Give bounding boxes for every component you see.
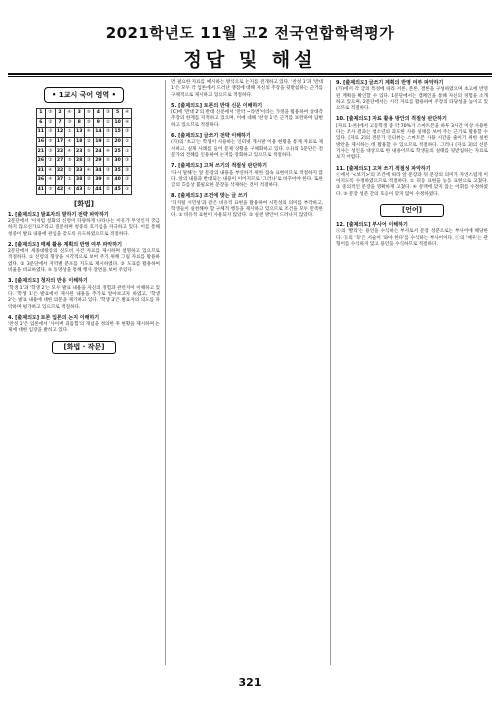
question-number: 1 (36, 109, 46, 119)
subject-heading-speech: [화법] (74, 200, 94, 209)
column-left (8, 80, 160, 359)
explanation-item (336, 116, 488, 161)
answer-row (36, 137, 132, 147)
item-body: '다시 말해'는 앞 문장의 내용을 부연하기 위한 접속 표현이므로 적절하지 않다. 앞의 내용과 반대되는 내용이 이어지므로 '그러나'로 바꾸어야 한다. 또한 글의 흐름상 불필요한 문장을 삭제하는 것이 적절하다. (171, 170, 323, 189)
item-body: '디지털 시민성'과 같은 비유적 표현을 활용하여 시민성의 의미를 부각하고, 학생들이 실천해야 할 구체적 행동을 제시하고 있으므로 조건을 모두 만족한다. ① 비유적 표현이 사용되지 않았다. ② 실천 방안이 드러나지 않았다. (171, 200, 323, 219)
question-number: 33 (74, 166, 84, 176)
answer-choice: ④ (84, 128, 94, 138)
answer-choice: ③ (122, 128, 132, 138)
question-number: 25 (113, 147, 123, 157)
question-number: 37 (55, 176, 65, 186)
item-title: 1. [출제의도] 발표자의 말하기 전략 파악하기 (8, 211, 109, 218)
question-number: 2 (55, 109, 65, 119)
item-list (336, 80, 488, 198)
answer-choice: ④ (103, 147, 113, 157)
answer-choice: ① (122, 185, 132, 195)
column-middle (171, 80, 323, 224)
answer-choice: ② (84, 176, 94, 186)
question-number: 35 (113, 166, 123, 176)
question-number: 16 (36, 137, 46, 147)
answer-choice: ② (46, 156, 56, 166)
subject-heading-speech-writing: [화법 · 작문] (52, 341, 116, 354)
answer-choice: ⑤ (84, 147, 94, 157)
question-number: 4 (94, 109, 104, 119)
answer-choice: ④ (122, 118, 132, 128)
item-body: (가)의 '초고'는 학생이 사용하는 인터넷 게시판 이용 현황을 통계 자료로 제시하고, 실제 사례를 들어 문제 상황을 구체화하고 있다. (나)의 1문단은 전문가의 견해를 인용하여 논지를 강화하고 있으므로 적절하다. (171, 140, 323, 158)
item-body: (가)에서 각 글의 특성에 따라 서론, 본론, 결론을 구성하였으며 초고에 반영된 계획을 확인할 수 있다. 1문단에서는 캠페인을 통해 자신의 경험을 소개하고 있으며, 2문단에서는 시각 자료를 활용하여 주장의 타당성을 높이고 있으므로 적절하다. (336, 87, 488, 112)
question-number: 39 (94, 176, 104, 186)
answer-choice: ② (84, 137, 94, 147)
item-body: '찬성 1'은 입론에서 '사이버 괴롭힘'의 개념을 정의한 후 현황을 제시하며 논제에 대한 입장을 밝히고 있다. (8, 322, 160, 334)
item-body: 2문단에서 세종대왕릉의 신도비 사진 자료를 제시하며 설명하고 있으므로 적절하다. ① 신령의 형상을 시각적으로 보여 주기 위해 그림 자료를 활용하였다. ② 3문단에서 지역별 분포를 지도로 제시하였다. ③ 도표를 활용하여 비율을 비교하였다. ⑤ 동영상을 통해 행사 장면을 보여 주었다. (8, 249, 160, 274)
answer-choice: ④ (122, 109, 132, 119)
answer-choice: ④ (46, 176, 56, 186)
answer-choice: ① (65, 128, 75, 138)
question-number: 21 (36, 147, 46, 157)
answer-choice: ④ (46, 166, 56, 176)
answer-choice: ④ (65, 137, 75, 147)
question-number: 8 (74, 118, 84, 128)
item-title: 6. [출제의도] 글쓰기 전략 이해하기 (171, 133, 251, 140)
question-number: 29 (94, 156, 104, 166)
question-number: 32 (55, 166, 65, 176)
question-number: 38 (74, 176, 84, 186)
explanation-item (336, 222, 488, 248)
item-title: 7. [출제의도] 고쳐 쓰기의 적절성 판단하기 (171, 163, 267, 170)
explanation-item (336, 166, 488, 198)
question-number: 10 (113, 118, 123, 128)
item-title: 12. [출제의도] 부사어 이해하기 (336, 222, 408, 229)
item-body: ⓐ의 '빨리'는 용언을 수식하는 부사로서 문장 성분으로는 부사어에 해당한다. ⓑ의 '꼭'은 서술어 '와야 한다'를 수식하는 부사어이다. ⓒ의 '매우'는 관형어를 수식하지 않고 용언을 수식하므로 적절하다. (336, 229, 488, 247)
item-title: 9. [출제의도] 글쓰기 계획의 반영 여부 파악하기 (336, 80, 444, 86)
explanation-item (8, 315, 160, 335)
answer-choice: ③ (46, 128, 56, 138)
item-title: 10. [출제의도] 자료 활용 방안의 적절성 판단하기 (336, 116, 447, 123)
answer-choice: ④ (65, 185, 75, 195)
answer-choice: ① (103, 137, 113, 147)
question-number: 30 (113, 156, 123, 166)
item-body: [C]에 '반대 2'의 반대 신문에서 '만약 ~라면'이라는 가정을 활용하여 상대측 주장의 한계를 지적하고 있으며, 이에 대해 '찬성 1'은 근거를 보완하여 답변하고 있으므로 적절하다. (171, 110, 323, 128)
answer-choice: ① (103, 118, 113, 128)
question-number: 6 (36, 118, 46, 128)
question-number: 18 (74, 137, 84, 147)
item-title: 11. [출제의도] 고쳐 쓰기 적절성 파악하기 (336, 165, 431, 172)
answer-choice: ② (103, 185, 113, 195)
answer-row (36, 176, 132, 186)
item-body: 면 필요한 자료를 예시하는 방식으로 논지를 전개하고 있다. '찬성 1'과 '반대 1'은 모두 각 입론에서 드러난 쟁점에 대해 자신의 주장을 뒷받침하는 근거를 구체적으로 제시하고 있으므로 적절하다. (171, 80, 323, 98)
question-number: 34 (94, 166, 104, 176)
page-main-title: 정답 및 해설 (183, 49, 317, 71)
question-number: 15 (113, 128, 123, 138)
answer-choice: ④ (65, 109, 75, 119)
question-number: 5 (113, 109, 123, 119)
page-number: 321 (238, 676, 262, 689)
answer-row (36, 118, 132, 128)
item-list (8, 212, 160, 335)
answer-choice: ③ (46, 147, 56, 157)
answer-choice: ② (122, 176, 132, 186)
subject-heading-language: [언어] (380, 204, 444, 217)
answer-choice: ④ (84, 166, 94, 176)
item-body: 2문단에서 '이처럼 설화의 신령이 다양하게 나타나는 이유가 무엇인지 궁금하지 않으신가요?'라고 질문하며 청중의 호기심을 자극하고 있다. 이를 통해 청중이 발표 내용에 관심을 갖도록 유도하였으므로 적절하다. (8, 218, 160, 237)
answer-choice: ① (122, 137, 132, 147)
answer-choice: ③ (103, 166, 113, 176)
answer-choice: ② (122, 166, 132, 176)
explanation-item (8, 242, 160, 274)
item-title: 5. [출제의도] 토론의 반대 신문 이해하기 (171, 102, 263, 109)
question-number: 9 (94, 118, 104, 128)
answer-choice: ③ (103, 109, 113, 119)
question-number: 45 (113, 185, 123, 195)
question-number: 31 (36, 166, 46, 176)
exam-year-title: 2021학년도 11월 고2 전국연합학력평가 (105, 24, 395, 42)
answer-row (36, 156, 132, 166)
question-number: 26 (36, 156, 46, 166)
question-number: 7 (55, 118, 65, 128)
column-divider (330, 80, 331, 665)
question-number: 42 (55, 185, 65, 195)
question-number: 23 (74, 147, 84, 157)
answer-choice: ⑤ (103, 156, 113, 166)
item-title: 2. [출제의도] 매체 활용 계획의 반영 여부 파악하기 (8, 241, 122, 248)
question-number: 12 (55, 128, 65, 138)
answer-grid (36, 108, 133, 195)
question-number: 13 (74, 128, 84, 138)
question-number: 43 (74, 185, 84, 195)
section-label: • 1교시 국어 영역 • (44, 87, 124, 103)
question-number: 40 (113, 176, 123, 186)
answer-row (36, 128, 132, 138)
explanation-item (8, 278, 160, 310)
question-number: 19 (94, 137, 104, 147)
explanation-item (171, 193, 323, 219)
answer-choice: ① (122, 147, 132, 157)
explanation-item (171, 163, 323, 189)
question-number: 44 (94, 185, 104, 195)
answer-choice: ③ (84, 156, 94, 166)
question-number: 36 (36, 176, 46, 186)
column-divider (165, 80, 166, 665)
item-title: 3. [출제의도] 청자의 반응 이해하기 (8, 278, 88, 285)
item-list (336, 222, 488, 248)
item-body: '학생 1'과 '학생 2'는 모두 발표 내용을 자신의 경험과 관련지어 이해하고 있다. '학생 1'은 발표에서 제시된 내용을 추가로 알아보고자 하였고, '학생 2'는 발표 내용에 대한 의문을 제기하고 있다. '학생 3'은 발표자의 의도를 파악하며 평가하고 있으므로 적절하다. (8, 285, 160, 310)
question-number: 11 (36, 128, 46, 138)
question-number: 27 (55, 156, 65, 166)
question-number: 41 (36, 185, 46, 195)
answer-choice: ② (46, 118, 56, 128)
answer-choice: ① (65, 176, 75, 186)
question-number: 14 (94, 128, 104, 138)
column-right (336, 80, 488, 252)
item-title: 8. [출제의도] 조건에 맞는 글 쓰기 (171, 193, 248, 200)
answer-choice: ④ (65, 147, 75, 157)
header-divider (8, 73, 492, 77)
answer-row (36, 166, 132, 176)
item-list (171, 80, 323, 220)
answer-choice: ③ (65, 118, 75, 128)
answer-choice: ① (84, 185, 94, 195)
explanation-item (8, 212, 160, 238)
question-number: 3 (74, 109, 84, 119)
answer-choice: ② (65, 166, 75, 176)
question-number: 17 (55, 137, 65, 147)
answer-choice: ⑤ (84, 118, 94, 128)
explanation-item (171, 103, 323, 129)
answer-choice: ⑤ (46, 137, 56, 147)
question-number: 24 (94, 147, 104, 157)
explanation-item (171, 133, 323, 159)
explanation-item (171, 80, 323, 99)
answer-choice: ⑤ (103, 176, 113, 186)
answer-choice: ⑤ (65, 156, 75, 166)
question-number: 20 (113, 137, 123, 147)
question-number: 22 (55, 147, 65, 157)
answer-choice: ⑤ (46, 109, 56, 119)
item-title: 4. [출제의도] 토론 입론의 논지 이해하기 (8, 314, 100, 321)
item-body: [자료 1-㉮]에서 고등학생 중 약 70%가 스마트폰을 하루 3시간 이상 사용한다는 조사 결과는 청소년의 과도한 사용 실태를 보여 주는 근거로 활용할 수 있다. [자료 2]의 전문가 인터뷰는 스마트폰 사용 시간을 줄이기 위한 실천 방안을 제시하는 데 활용할 수 있으므로 적절하다. 그러나 [자료 3]의 신문 기사는 성인을 대상으로 한 내용이므로 학생들의 실태를 뒷받침하는 자료로 보기 어렵다. (336, 123, 488, 161)
answer-choice: ③ (122, 156, 132, 166)
answer-row (36, 109, 132, 119)
explanation-item (336, 80, 488, 112)
answer-choice: ⑤ (84, 109, 94, 119)
question-number: 28 (74, 156, 84, 166)
answer-row (36, 147, 132, 157)
answer-choice: ⑤ (46, 185, 56, 195)
item-body: ⓒ에서 '<보기>'의 조건에 따라 앞 문장과 뒤 문장의 의미가 자연스럽게 이어지도록 수정하였으므로 적절하다. ① 피동 표현을 능동 표현으로 고쳤다. ② 중의적인 문장을 명확하게 고쳤다. ④ 문맥에 맞지 않는 어휘를 수정하였다. ⑤ 문장 성분 간의 호응이 맞지 않아 수정하였다. (336, 172, 488, 197)
answer-choice: ③ (103, 128, 113, 138)
answer-row (36, 185, 132, 195)
